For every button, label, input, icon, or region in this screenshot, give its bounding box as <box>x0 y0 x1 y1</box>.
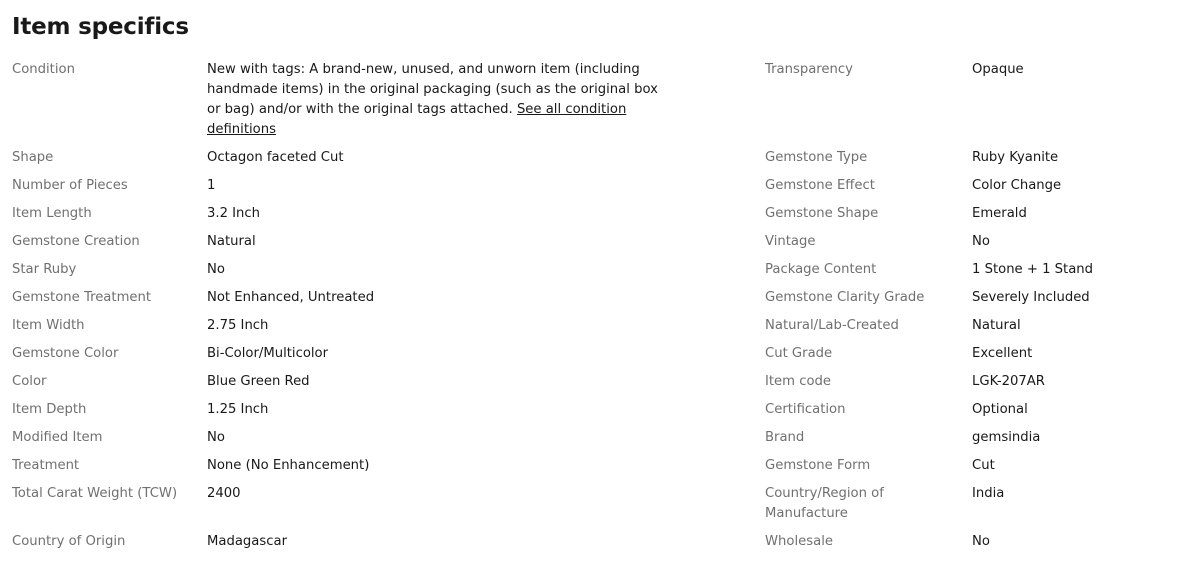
spec-label: Item code <box>765 374 832 389</box>
spec-value: 1.25 Inch <box>207 402 269 417</box>
spec-value: 2400 <box>207 486 241 501</box>
spec-value: Opaque <box>972 62 1024 77</box>
spec-row <box>0 148 1177 168</box>
spec-value: No <box>972 234 990 249</box>
spec-value: Blue Green Red <box>207 374 310 389</box>
spec-value: LGK-207AR <box>972 374 1045 389</box>
specifics-table <box>0 60 1177 560</box>
spec-label: Gemstone Clarity Grade <box>765 290 925 305</box>
spec-row <box>0 484 1177 524</box>
spec-value: No <box>207 430 225 445</box>
spec-label: Gemstone Type <box>765 150 868 165</box>
spec-value: 3.2 Inch <box>207 206 261 221</box>
section-title: Item specifics <box>12 14 189 40</box>
spec-value: 1 <box>207 178 216 193</box>
spec-label: Wholesale <box>765 534 833 549</box>
spec-label: Item Length <box>12 206 92 221</box>
spec-label: Certification <box>765 402 846 417</box>
spec-row-condition <box>0 60 1177 140</box>
spec-row <box>0 344 1177 364</box>
spec-row <box>0 260 1177 280</box>
spec-label: Package Content <box>765 262 877 277</box>
spec-value: No <box>972 534 990 549</box>
spec-row <box>0 288 1177 308</box>
spec-row <box>0 400 1177 420</box>
spec-row <box>0 532 1177 552</box>
spec-row <box>0 428 1177 448</box>
spec-value: gemsindia <box>972 430 1041 445</box>
spec-value: Cut <box>972 458 995 473</box>
spec-row <box>0 316 1177 336</box>
spec-row <box>0 456 1177 476</box>
spec-label: Total Carat Weight (TCW) <box>12 486 178 501</box>
spec-label: Gemstone Shape <box>765 206 879 221</box>
spec-row <box>0 176 1177 196</box>
condition-value <box>207 60 765 140</box>
spec-label: Item Width <box>12 318 85 333</box>
spec-value: None (No Enhancement) <box>207 458 370 473</box>
condition-text: New with tags: A brand-new, unused, and unworn item (including handmade items) in the original packaging (such as the original box or bag) and/or with the original tags attached. <box>207 62 658 117</box>
spec-value: Natural <box>972 318 1021 333</box>
spec-row <box>0 204 1177 224</box>
spec-row <box>0 372 1177 392</box>
spec-label: Country/Region of Manufacture <box>765 486 884 521</box>
spec-value: Optional <box>972 402 1028 417</box>
spec-value: No <box>207 262 225 277</box>
spec-value: India <box>972 486 1005 501</box>
condition-definitions-link[interactable]: See all condition definitions <box>207 102 627 137</box>
spec-label: Gemstone Treatment <box>12 290 152 305</box>
spec-label: Gemstone Creation <box>12 234 140 249</box>
spec-value: Excellent <box>972 346 1033 361</box>
spec-label: Transparency <box>765 62 853 77</box>
spec-value: Bi-Color/Multicolor <box>207 346 329 361</box>
spec-value: 1 Stone + 1 Stand <box>972 262 1094 277</box>
spec-value: Emerald <box>972 206 1027 221</box>
spec-label: Country of Origin <box>12 534 126 549</box>
spec-label: Shape <box>12 150 54 165</box>
spec-label: Gemstone Form <box>765 458 871 473</box>
spec-value: Color Change <box>972 178 1062 193</box>
spec-value: Octagon faceted Cut <box>207 150 344 165</box>
spec-label: Condition <box>12 62 75 77</box>
spec-label: Star Ruby <box>12 262 77 277</box>
spec-value: Natural <box>207 234 256 249</box>
spec-label: Natural/Lab-Created <box>765 318 899 333</box>
spec-label: Treatment <box>12 458 80 473</box>
spec-label: Brand <box>765 430 805 445</box>
spec-row <box>0 232 1177 252</box>
spec-value: Ruby Kyanite <box>972 150 1059 165</box>
spec-value: 2.75 Inch <box>207 318 269 333</box>
spec-label: Gemstone Color <box>12 346 119 361</box>
spec-label: Number of Pieces <box>12 178 128 193</box>
spec-value: Severely Included <box>972 290 1090 305</box>
spec-value: Madagascar <box>207 534 287 549</box>
spec-label: Item Depth <box>12 402 87 417</box>
spec-label: Gemstone Effect <box>765 178 875 193</box>
spec-label: Modified Item <box>12 430 103 445</box>
spec-value: Not Enhanced, Untreated <box>207 290 375 305</box>
spec-label: Cut Grade <box>765 346 833 361</box>
spec-label: Vintage <box>765 234 816 249</box>
spec-label: Color <box>12 374 47 389</box>
